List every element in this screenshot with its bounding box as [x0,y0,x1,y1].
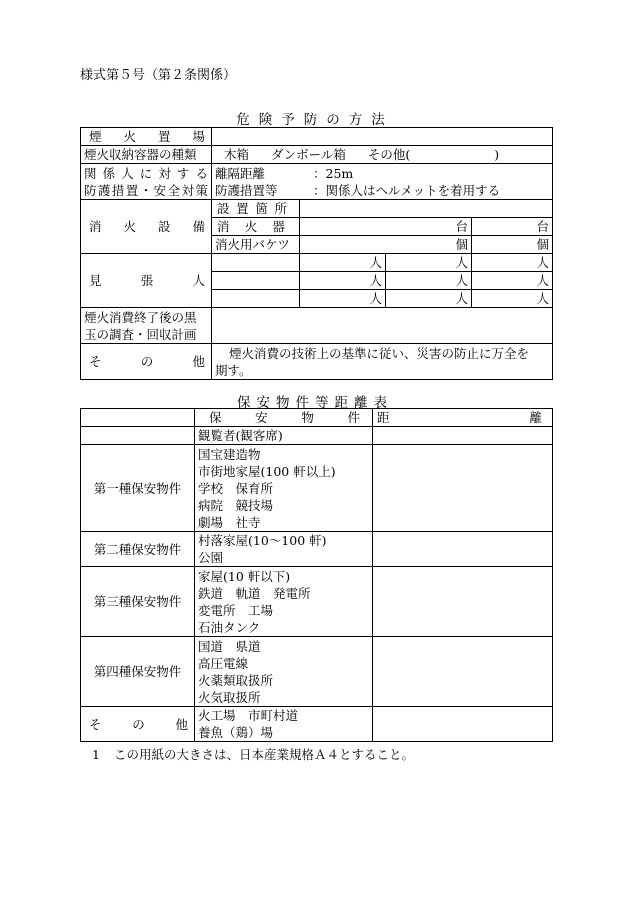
watch-1-c[interactable]: 人 [386,254,472,272]
category-row-1 [81,445,553,532]
safety-distance-table [80,408,553,742]
category-distance-2[interactable] [373,532,553,567]
category-3-item: 石油タンク [198,619,261,635]
watch-3-c[interactable]: 人 [386,290,472,308]
footnote [92,745,414,763]
category-4-item: 国道 県道 [198,638,261,654]
category-4-item: 火気取扱所 [198,689,261,705]
storage-label: 煙火置場 [81,128,212,146]
protect-label: 防護措置等 [215,182,278,198]
other-label: その他 [81,344,212,380]
place-label: 設置箇所 [212,200,300,218]
safety-distance-title: 保安物件等距離表 [237,395,393,411]
safety-value[interactable] [212,164,553,200]
watch-1-d[interactable]: 人 [472,254,553,272]
category-distance-4[interactable] [373,637,553,707]
spectators-label: 観覧者(観客席) [195,427,373,445]
category-3-item: 家屋(10 軒以下) [198,568,291,584]
watch-row-1 [81,254,553,272]
category-items-3 [195,567,373,637]
container-label: 煙火収納容器の種類 [81,146,212,164]
footnote-number: 1 [92,747,100,762]
watch-2-a[interactable] [212,272,300,290]
watch-2-c[interactable]: 人 [386,272,472,290]
form-number: 様式第５号（第２条関係） [80,68,237,83]
safety-label [81,164,212,200]
other-value-2: 期す。 [215,362,252,378]
category-1-item: 病院 競技場 [198,497,274,513]
watch-2-d[interactable]: 人 [472,272,553,290]
category-label-2: 第二種保安物件 [81,532,195,567]
category-label-1: 第一種保安物件 [81,445,195,532]
place-value[interactable] [300,200,553,218]
container-opt-other: その他( [367,147,411,162]
other-row [81,344,553,380]
survey-label-2: 玉の調査・回収計画 [84,326,197,342]
category-1-item: 学校 保育所 [198,480,274,496]
category-distance-1[interactable] [373,445,553,532]
watch-1-b[interactable]: 人 [300,254,386,272]
survey-row [81,308,553,344]
category-2-item: 村落家屋(10～100 軒) [198,533,327,548]
category-1-item: 劇場 社寺 [198,514,261,530]
fire-place-row [81,200,553,218]
watch-3-b[interactable]: 人 [300,290,386,308]
storage-value[interactable] [212,128,553,146]
container-opt-cardboard: ダンボール箱 [271,147,346,162]
watch-2-b[interactable]: 人 [300,272,386,290]
bucket-unit-2[interactable]: 個 [472,236,553,254]
category-distance-3[interactable] [373,567,553,637]
category-5-item: 養魚（鶏）場 [198,725,274,740]
other-value[interactable] [212,344,553,380]
safety-label-1: 関係人に対する [84,165,208,181]
category-3-item: 鉄道 軌道 発電所 [198,585,311,601]
category-distance-5[interactable] [373,707,553,742]
category-3-item: 変電所 工場 [198,602,274,618]
category-1-item: 国宝建造物 [198,446,261,462]
survey-label [81,308,212,344]
category-row-2 [81,532,553,567]
distance-header-row [81,409,553,427]
category-items-1 [195,445,373,532]
category-row-5 [81,707,553,742]
category-items-4 [195,637,373,707]
watch-3-d[interactable]: 人 [472,290,553,308]
fire-equipment-label: 消火設備 [81,200,212,254]
spectators-row [81,427,553,445]
distance-value: ：25m [313,165,354,181]
category-items-5 [195,707,373,742]
bucket-label: 消火用バケツ [212,236,300,254]
danger-prevention-table [80,127,553,380]
safety-label-2: 防護措置・安全対策 [84,182,208,198]
category-4-item: 火薬類取扱所 [198,672,274,688]
header-item: 保安物件 [195,409,373,427]
category-5-item: 火工場 市町村道 [198,708,299,723]
category-label-4: 第四種保安物件 [81,637,195,707]
category-row-3 [81,567,553,637]
extinguisher-unit-2[interactable]: 台 [472,218,553,236]
footnote-text: この用紙の大きさは、日本産業規格Ａ４とすること。 [113,747,414,762]
survey-label-1: 煙火消費終了後の黒 [84,309,197,325]
watch-1-a[interactable] [212,254,300,272]
category-items-2 [195,532,373,567]
category-1-item: 市街地家屋(100 軒以上) [198,463,336,479]
container-row [81,146,553,164]
spectators-distance[interactable] [373,427,553,445]
storage-row [81,128,553,146]
safety-row [81,164,553,200]
category-4-item: 高圧電線 [198,655,249,671]
category-row-4 [81,637,553,707]
watch-label: 見張人 [81,254,212,308]
category-2-item: 公園 [198,550,224,565]
spectators-blank [81,427,195,445]
danger-prevention-title: 危険予防の方法 [236,112,394,128]
other-value-1: 煙火消費の技術上の基準に従い、災害の防止に万全を [229,345,530,361]
watch-3-a[interactable] [212,290,300,308]
survey-value[interactable] [212,308,553,344]
distance-label: 離隔距離 [215,165,266,181]
header-blank [81,409,195,427]
container-options[interactable] [212,146,553,164]
protect-value: ：関係人はヘルメットを着用する [313,182,501,198]
extinguisher-label: 消火器 [212,218,300,236]
header-distance: 距離 [373,409,553,427]
extinguisher-unit[interactable]: 台 [300,218,472,236]
container-close: ) [494,147,500,162]
container-opt-wood: 木箱 [224,147,250,162]
bucket-unit[interactable]: 個 [300,236,472,254]
category-label-5: その他 [81,707,195,742]
category-label-3: 第三種保安物件 [81,567,195,637]
